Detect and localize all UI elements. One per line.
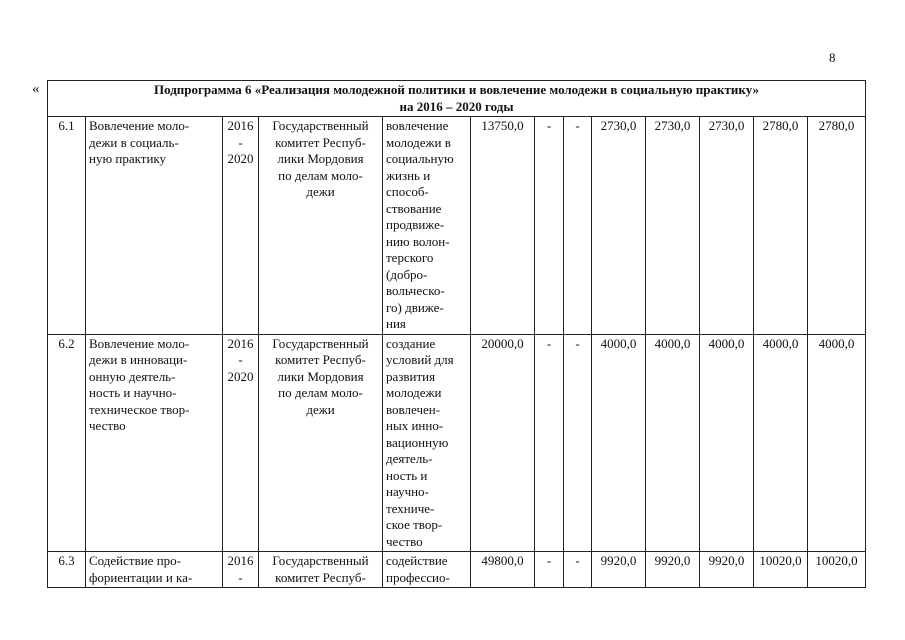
expected-result: содействие профессио-	[383, 552, 471, 588]
page-number: 8	[829, 50, 836, 65]
table-row	[48, 334, 866, 552]
implementation-period: 2016 - 2020	[223, 117, 259, 335]
funding-col-a: -	[535, 552, 564, 588]
subprogram-table	[47, 80, 866, 588]
opening-quote-mark: «	[32, 81, 40, 97]
funding-col-b: -	[564, 117, 592, 335]
table-title-row	[48, 81, 866, 117]
total-funding: 13750,0	[471, 117, 535, 335]
funding-col-a: -	[535, 117, 564, 335]
measure-name: Содействие про- фориентации и ка-	[86, 552, 223, 588]
funding-2020: 2780,0	[808, 117, 866, 335]
funding-2020: 10020,0	[808, 552, 866, 588]
funding-2018: 4000,0	[700, 334, 754, 552]
funding-2017: 4000,0	[646, 334, 700, 552]
funding-2017: 2730,0	[646, 117, 700, 335]
funding-col-a: -	[535, 334, 564, 552]
funding-2017: 9920,0	[646, 552, 700, 588]
total-funding: 20000,0	[471, 334, 535, 552]
measure-name: Вовлечение моло- дежи в социаль- ную практику	[86, 117, 223, 335]
measure-name: Вовлечение моло- дежи в инноваци- онную деятель- ность и научно- техническое твор- чество	[86, 334, 223, 552]
total-funding: 49800,0	[471, 552, 535, 588]
responsible-executor: Государственный комитет Респуб-	[259, 552, 383, 588]
funding-2018: 2730,0	[700, 117, 754, 335]
row-number: 6.3	[48, 552, 86, 588]
subprogram-title-line2: на 2016 – 2020 годы	[399, 98, 514, 114]
funding-2016: 9920,0	[592, 552, 646, 588]
funding-2020: 4000,0	[808, 334, 866, 552]
funding-2019: 2780,0	[754, 117, 808, 335]
row-number: 6.2	[48, 334, 86, 552]
table-row	[48, 552, 866, 588]
responsible-executor: Государственный комитет Респуб- лики Мордовия по делам моло- дежи	[259, 334, 383, 552]
funding-2018: 9920,0	[700, 552, 754, 588]
funding-2019: 10020,0	[754, 552, 808, 588]
funding-2016: 4000,0	[592, 334, 646, 552]
responsible-executor: Государственный комитет Респуб- лики Мордовия по делам моло- дежи	[259, 117, 383, 335]
funding-col-b: -	[564, 552, 592, 588]
funding-2016: 2730,0	[592, 117, 646, 335]
table-row	[48, 117, 866, 335]
implementation-period: 2016 - 2020	[223, 334, 259, 552]
subprogram-title-line1: Подпрограмма 6 «Реализация молодежной политики и вовлечение молодежи в социальную практику»	[153, 82, 760, 97]
implementation-period: 2016 -	[223, 552, 259, 588]
funding-2019: 4000,0	[754, 334, 808, 552]
expected-result: создание условий для развития молодежи вовлечен- ных инно- вационную деятель- ность и научно- техниче- ское твор- чество	[383, 334, 471, 552]
funding-col-b: -	[564, 334, 592, 552]
row-number: 6.1	[48, 117, 86, 335]
expected-result: вовлечение молодежи в социальную жизнь и способ- ствование продвиже- нию волон- терского (добро- вольческо- го) движе- ния	[383, 117, 471, 335]
subprogram-title	[48, 81, 866, 117]
